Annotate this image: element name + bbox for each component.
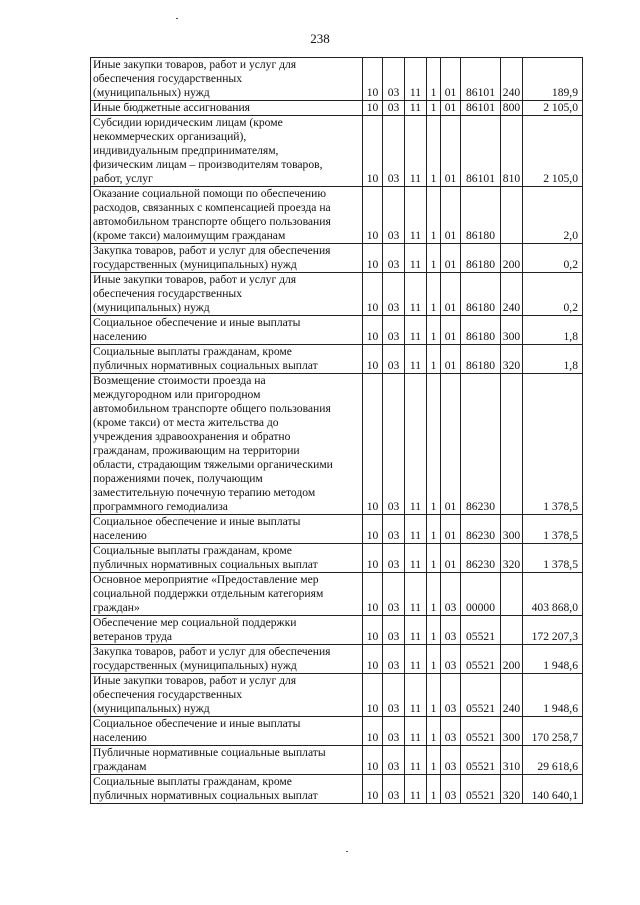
row-code-cell-direction: 05521 (461, 775, 501, 804)
row-code-cell-event: 01 (441, 345, 461, 374)
row-code-cell-program: 11 (405, 101, 427, 116)
row-code-cell-rz: 10 (363, 187, 383, 244)
row-amount-cell: 1,8 (523, 316, 583, 345)
row-amount-cell: 2 105,0 (523, 116, 583, 187)
row-code-cell-subprogram: 1 (427, 187, 441, 244)
row-code-cell-pr: 03 (383, 244, 405, 273)
row-code-cell-subprogram: 1 (427, 544, 441, 573)
row-code-cell-vr: 320 (501, 544, 523, 573)
row-code-cell-pr: 03 (383, 573, 405, 616)
row-name-cell: Социальное обеспечение и иные выплаты населению (91, 316, 363, 345)
row-code-cell-vr: 240 (501, 674, 523, 717)
row-code-cell-rz: 10 (363, 746, 383, 775)
row-amount-cell: 140 640,1 (523, 775, 583, 804)
row-code-cell-event: 03 (441, 775, 461, 804)
row-code-cell-rz: 10 (363, 101, 383, 116)
row-amount-cell: 2,0 (523, 187, 583, 244)
scan-speck (176, 18, 178, 19)
row-name-cell: Оказание социальной помощи по обеспечению расходов, связанных с компенсацией проезда на автомобильном транспорте общего пользования (кроме такси) малоимущим гражданам (91, 187, 363, 244)
row-name-cell: Иные закупки товаров, работ и услуг для обеспечения государственных (муниципальных) нужд (91, 273, 363, 316)
row-code-cell-rz: 10 (363, 116, 383, 187)
row-code-cell-vr: 320 (501, 345, 523, 374)
row-code-cell-program: 11 (405, 273, 427, 316)
table-row (91, 58, 583, 101)
table-row (91, 116, 583, 187)
row-code-cell-rz: 10 (363, 345, 383, 374)
row-name-cell: Иные бюджетные ассигнования (91, 101, 363, 116)
scan-speck (346, 851, 348, 852)
row-code-cell-rz: 10 (363, 616, 383, 645)
row-code-cell-program: 11 (405, 573, 427, 616)
row-code-cell-program: 11 (405, 717, 427, 746)
row-code-cell-program: 11 (405, 58, 427, 101)
row-code-cell-vr (501, 374, 523, 515)
row-code-cell-direction: 86101 (461, 58, 501, 101)
row-code-cell-rz: 10 (363, 775, 383, 804)
row-code-cell-pr: 03 (383, 775, 405, 804)
row-code-cell-direction: 05521 (461, 645, 501, 674)
row-code-cell-direction: 86230 (461, 544, 501, 573)
row-name-cell: Иные закупки товаров, работ и услуг для обеспечения государственных (муниципальных) нужд (91, 674, 363, 717)
row-amount-cell: 403 868,0 (523, 573, 583, 616)
row-code-cell-direction: 86180 (461, 187, 501, 244)
row-code-cell-pr: 03 (383, 717, 405, 746)
row-code-cell-event: 01 (441, 273, 461, 316)
row-code-cell-program: 11 (405, 244, 427, 273)
table-row (91, 645, 583, 674)
row-code-cell-program: 11 (405, 374, 427, 515)
row-code-cell-program: 11 (405, 674, 427, 717)
row-code-cell-pr: 03 (383, 273, 405, 316)
table-row (91, 374, 583, 515)
row-code-cell-pr: 03 (383, 544, 405, 573)
row-code-cell-program: 11 (405, 775, 427, 804)
row-name-cell: Иные закупки товаров, работ и услуг для обеспечения государственных (муниципальных) нужд (91, 58, 363, 101)
table-row (91, 345, 583, 374)
row-amount-cell: 1 948,6 (523, 645, 583, 674)
row-code-cell-vr: 300 (501, 316, 523, 345)
row-code-cell-pr: 03 (383, 345, 405, 374)
row-amount-cell: 29 618,6 (523, 746, 583, 775)
row-code-cell-direction: 00000 (461, 573, 501, 616)
row-code-cell-rz: 10 (363, 645, 383, 674)
row-name-cell: Публичные нормативные социальные выплаты гражданам (91, 746, 363, 775)
row-code-cell-direction: 05521 (461, 717, 501, 746)
row-name-cell: Закупка товаров, работ и услуг для обеспечения государственных (муниципальных) нужд (91, 244, 363, 273)
table-row (91, 187, 583, 244)
row-amount-cell: 1 948,6 (523, 674, 583, 717)
row-code-cell-rz: 10 (363, 544, 383, 573)
row-amount-cell: 0,2 (523, 273, 583, 316)
row-code-cell-direction: 86101 (461, 101, 501, 116)
row-code-cell-vr: 300 (501, 717, 523, 746)
table-row (91, 717, 583, 746)
row-code-cell-event: 01 (441, 116, 461, 187)
row-amount-cell: 1,8 (523, 345, 583, 374)
row-code-cell-program: 11 (405, 544, 427, 573)
row-code-cell-subprogram: 1 (427, 345, 441, 374)
row-code-cell-vr: 300 (501, 515, 523, 544)
row-code-cell-event: 03 (441, 616, 461, 645)
row-code-cell-vr (501, 616, 523, 645)
row-code-cell-direction: 86180 (461, 244, 501, 273)
row-code-cell-program: 11 (405, 116, 427, 187)
row-code-cell-event: 01 (441, 374, 461, 515)
row-code-cell-event: 01 (441, 316, 461, 345)
row-code-cell-direction: 05521 (461, 674, 501, 717)
row-code-cell-program: 11 (405, 515, 427, 544)
row-code-cell-pr: 03 (383, 101, 405, 116)
row-code-cell-subprogram: 1 (427, 316, 441, 345)
row-code-cell-event: 03 (441, 717, 461, 746)
row-code-cell-vr: 200 (501, 244, 523, 273)
row-amount-cell: 2 105,0 (523, 101, 583, 116)
row-code-cell-vr (501, 187, 523, 244)
row-code-cell-subprogram: 1 (427, 273, 441, 316)
row-name-cell: Обеспечение мер социальной поддержки ветеранов труда (91, 616, 363, 645)
row-code-cell-rz: 10 (363, 573, 383, 616)
row-amount-cell: 1 378,5 (523, 515, 583, 544)
row-code-cell-subprogram: 1 (427, 674, 441, 717)
row-code-cell-event: 03 (441, 573, 461, 616)
row-amount-cell: 189,9 (523, 58, 583, 101)
row-code-cell-pr: 03 (383, 674, 405, 717)
row-code-cell-event: 03 (441, 674, 461, 717)
row-code-cell-subprogram: 1 (427, 58, 441, 101)
row-code-cell-subprogram: 1 (427, 116, 441, 187)
row-code-cell-direction: 86230 (461, 515, 501, 544)
row-name-cell: Основное мероприятие «Предоставление мер социальной поддержки отдельным категориям граждан» (91, 573, 363, 616)
row-code-cell-subprogram: 1 (427, 746, 441, 775)
row-code-cell-direction: 86101 (461, 116, 501, 187)
row-name-cell: Социальное обеспечение и иные выплаты населению (91, 515, 363, 544)
table-row (91, 273, 583, 316)
row-code-cell-event: 03 (441, 645, 461, 674)
page-number: 238 (310, 31, 330, 46)
row-code-cell-subprogram: 1 (427, 515, 441, 544)
row-code-cell-event: 01 (441, 187, 461, 244)
row-code-cell-rz: 10 (363, 374, 383, 515)
table-row (91, 316, 583, 345)
row-code-cell-pr: 03 (383, 187, 405, 244)
row-code-cell-event: 01 (441, 544, 461, 573)
row-code-cell-program: 11 (405, 345, 427, 374)
row-code-cell-direction: 05521 (461, 616, 501, 645)
row-name-cell: Возмещение стоимости проезда на междугородном или пригородном автомобильном транспорте общего пользования (кроме такси) от места жительства до учреждения здравоохранения и обратно гражданам, проживающим на территории области, страдающим тяжелыми органическими поражениями почек, получающим заместительную почечную терапию методом программного гемодиализа (91, 374, 363, 515)
row-code-cell-vr: 240 (501, 273, 523, 316)
row-code-cell-program: 11 (405, 746, 427, 775)
row-name-cell: Социальное обеспечение и иные выплаты населению (91, 717, 363, 746)
row-code-cell-subprogram: 1 (427, 645, 441, 674)
row-amount-cell: 1 378,5 (523, 544, 583, 573)
row-code-cell-rz: 10 (363, 515, 383, 544)
row-code-cell-subprogram: 1 (427, 101, 441, 116)
row-name-cell: Закупка товаров, работ и услуг для обеспечения государственных (муниципальных) нужд (91, 645, 363, 674)
row-code-cell-program: 11 (405, 645, 427, 674)
row-code-cell-pr: 03 (383, 58, 405, 101)
row-code-cell-rz: 10 (363, 273, 383, 316)
row-name-cell: Социальные выплаты гражданам, кроме публичных нормативных социальных выплат (91, 544, 363, 573)
row-code-cell-rz: 10 (363, 674, 383, 717)
row-code-cell-pr: 03 (383, 616, 405, 645)
row-code-cell-rz: 10 (363, 58, 383, 101)
row-code-cell-rz: 10 (363, 244, 383, 273)
row-code-cell-direction: 86180 (461, 316, 501, 345)
row-name-cell: Социальные выплаты гражданам, кроме публичных нормативных социальных выплат (91, 345, 363, 374)
row-code-cell-direction: 86180 (461, 345, 501, 374)
row-code-cell-direction: 86180 (461, 273, 501, 316)
row-code-cell-event: 01 (441, 101, 461, 116)
row-amount-cell: 0,2 (523, 244, 583, 273)
row-code-cell-pr: 03 (383, 374, 405, 515)
row-name-cell: Субсидии юридическим лицам (кроме некоммерческих организаций), индивидуальным предпринимателям, физическим лицам – производителям товаров, работ, услуг (91, 116, 363, 187)
budget-table-body (91, 58, 583, 804)
row-code-cell-vr: 200 (501, 645, 523, 674)
row-name-cell: Социальные выплаты гражданам, кроме публичных нормативных социальных выплат (91, 775, 363, 804)
row-code-cell-pr: 03 (383, 316, 405, 345)
row-code-cell-direction: 86230 (461, 374, 501, 515)
row-code-cell-program: 11 (405, 316, 427, 345)
row-code-cell-vr: 310 (501, 746, 523, 775)
row-code-cell-vr: 800 (501, 101, 523, 116)
row-code-cell-program: 11 (405, 616, 427, 645)
table-row (91, 573, 583, 616)
row-amount-cell: 170 258,7 (523, 717, 583, 746)
row-code-cell-direction: 05521 (461, 746, 501, 775)
row-code-cell-subprogram: 1 (427, 616, 441, 645)
table-row (91, 616, 583, 645)
row-code-cell-subprogram: 1 (427, 374, 441, 515)
row-code-cell-subprogram: 1 (427, 573, 441, 616)
table-row (91, 746, 583, 775)
row-code-cell-pr: 03 (383, 515, 405, 544)
row-code-cell-subprogram: 1 (427, 244, 441, 273)
row-code-cell-vr (501, 573, 523, 616)
row-code-cell-rz: 10 (363, 316, 383, 345)
table-row (91, 775, 583, 804)
budget-table (90, 57, 583, 804)
table-row (91, 544, 583, 573)
row-code-cell-event: 03 (441, 746, 461, 775)
row-code-cell-subprogram: 1 (427, 717, 441, 746)
table-row (91, 515, 583, 544)
row-code-cell-rz: 10 (363, 717, 383, 746)
row-code-cell-pr: 03 (383, 645, 405, 674)
row-code-cell-vr: 320 (501, 775, 523, 804)
row-code-cell-vr: 240 (501, 58, 523, 101)
row-code-cell-program: 11 (405, 187, 427, 244)
row-amount-cell: 172 207,3 (523, 616, 583, 645)
row-code-cell-vr: 810 (501, 116, 523, 187)
row-amount-cell: 1 378,5 (523, 374, 583, 515)
table-row (91, 244, 583, 273)
row-code-cell-subprogram: 1 (427, 775, 441, 804)
row-code-cell-pr: 03 (383, 116, 405, 187)
table-row (91, 674, 583, 717)
row-code-cell-event: 01 (441, 244, 461, 273)
row-code-cell-event: 01 (441, 515, 461, 544)
table-row (91, 101, 583, 116)
row-code-cell-event: 01 (441, 58, 461, 101)
row-code-cell-pr: 03 (383, 746, 405, 775)
